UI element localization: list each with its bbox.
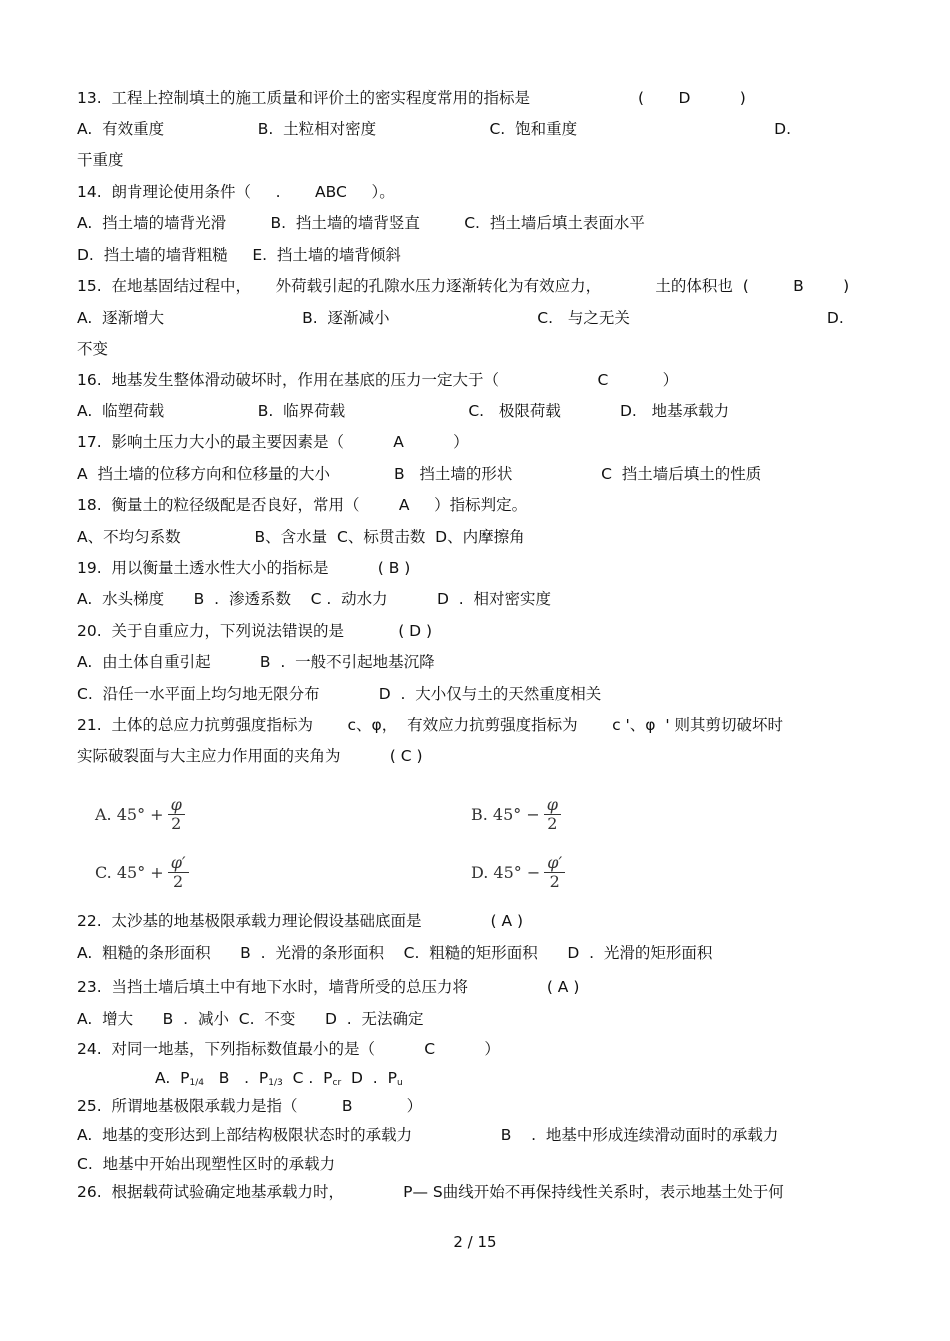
formula-d-fraction [544, 854, 565, 891]
formula-a-prefix: A. 45° + [95, 805, 164, 824]
question-23-options: A. 增大 B . 减小 C. 不变 D . 无法确定 [77, 1010, 424, 1028]
question-21: 21. 土体的总应力抗剪强度指标为 c、φ， 有效应力抗剪强度指标为 c '、φ ' 则其剪切破坏时 [77, 716, 784, 734]
question-18-options: A、不均匀系数 B、含水量 C、标贯击数 D、内摩擦角 [77, 528, 525, 546]
question-20-options-a: A. 由土体自重引起 B . 一般不引起地基沉降 [77, 653, 435, 671]
formula-option-d [471, 854, 565, 891]
question-16: 16. 地基发生整体滑动破坏时，作用在基底的压力一定大于（ C ） [77, 371, 679, 389]
question-26: 26. 根据载荷试验确定地基承载力时， P— S曲线开始不再保持线性关系时，表示地基土处于何 [77, 1183, 784, 1201]
question-25-options-b: C. 地基中开始出现塑性区时的承载力 [77, 1155, 336, 1173]
q24-option-a-sub: 1/4 [189, 1078, 204, 1088]
question-21-cont: 实际破裂面与大主应力作用面的夹角为 ( C ) [77, 747, 423, 765]
question-20: 20. 关于自重应力，下列说法错误的是 ( D ) [77, 622, 433, 640]
formula-c-prefix: C. 45° + [95, 863, 164, 882]
page-number: 2 / 15 [453, 1233, 497, 1251]
question-13-answer: ( D ) [638, 89, 746, 107]
formula-option-b [471, 796, 561, 833]
question-15-options-cont: 不变 [77, 340, 109, 358]
question-25: 25. 所谓地基极限承载力是指（ B ） [77, 1097, 423, 1115]
question-19: 19. 用以衡量土透水性大小的指标是 ( B ) [77, 559, 411, 577]
formula-d-numerator: φ′ [544, 854, 565, 873]
question-17-options: A 挡土墙的位移方向和位移量的大小 B 挡土墙的形状 C 挡土墙后填土的性质 [77, 465, 762, 483]
q24-option-b-sub: 1/3 [268, 1078, 283, 1088]
formula-b-numerator: φ [544, 796, 561, 815]
question-17: 17. 影响土压力大小的最主要因素是（ A ） [77, 433, 469, 451]
q24-option-c: C . P [282, 1069, 333, 1087]
q24-option-b: B . P [203, 1069, 269, 1087]
q24-option-d-sub: u [396, 1078, 403, 1088]
question-15-options: A. 逐渐增大 B. 逐渐减小 C. 与之无关 D. [77, 309, 844, 327]
question-23: 23. 当挡土墙后填土中有地下水时，墙背所受的总压力将 ( A ) [77, 978, 580, 996]
question-14-options-a: A. 挡土墙的墙背光滑 B. 挡土墙的墙背竖直 C. 挡土墙后填土表面水平 [77, 214, 645, 232]
formula-option-c [95, 854, 189, 891]
formula-c-denominator: 2 [173, 872, 184, 891]
formula-b-fraction [544, 796, 561, 833]
formula-d-prefix: D. 45° − [471, 863, 541, 882]
question-22: 22. 太沙基的地基极限承载力理论假设基础底面是 ( A ) [77, 912, 524, 930]
question-19-options: A. 水头梯度 B . 渗透系数 C . 动水力 D . 相对密实度 [77, 590, 552, 608]
q24-option-a: A. P [155, 1069, 190, 1087]
question-13: 13. 工程上控制填土的施工质量和评价土的密实程度常用的指标是 [77, 89, 531, 107]
formula-b-prefix: B. 45° − [471, 805, 540, 824]
formula-a-fraction [168, 796, 185, 833]
question-18: 18. 衡量土的粒径级配是否良好，常用（ A ）指标判定。 [77, 496, 528, 514]
question-16-options: A. 临塑荷载 B. 临界荷载 C. 极限荷载 D. 地基承载力 [77, 402, 730, 420]
question-24-options [155, 1068, 403, 1093]
question-14: 14. 朗肯理论使用条件（ . ABC ）。 [77, 183, 395, 201]
q24-option-c-sub: cr [332, 1078, 342, 1088]
formula-option-a [95, 796, 185, 833]
question-25-options-a: A. 地基的变形达到上部结构极限状态时的承载力 B . 地基中形成连续滑动面时的承载力 [77, 1126, 779, 1144]
formula-c-fraction [168, 854, 189, 891]
question-24: 24. 对同一地基，下列指标数值最小的是（ C ） [77, 1040, 500, 1058]
question-20-options-b: C. 沿任一水平面上均匀地无限分布 D . 大小仅与土的天然重度相关 [77, 685, 602, 703]
question-13-options-cont: 干重度 [77, 151, 124, 169]
formula-d-denominator: 2 [549, 872, 560, 891]
question-13-options: A. 有效重度 B. 土粒相对密度 C. 饱和重度 D. [77, 120, 792, 138]
formula-b-denominator: 2 [547, 814, 558, 833]
question-22-options: A. 粗糙的条形面积 B . 光滑的条形面积 C. 粗糙的矩形面积 D . 光滑的矩形面积 [77, 944, 713, 962]
question-14-options-b: D. 挡土墙的墙背粗糙 E. 挡土墙的墙背倾斜 [77, 246, 401, 264]
q24-option-d: D . P [341, 1069, 397, 1087]
formula-c-numerator: φ′ [168, 854, 189, 873]
formula-a-denominator: 2 [171, 814, 182, 833]
formula-a-numerator: φ [168, 796, 185, 815]
question-15: 15. 在地基固结过程中， 外荷载引起的孔隙水压力逐渐转化为有效应力， 土的体积也 ( B ) [77, 277, 850, 295]
